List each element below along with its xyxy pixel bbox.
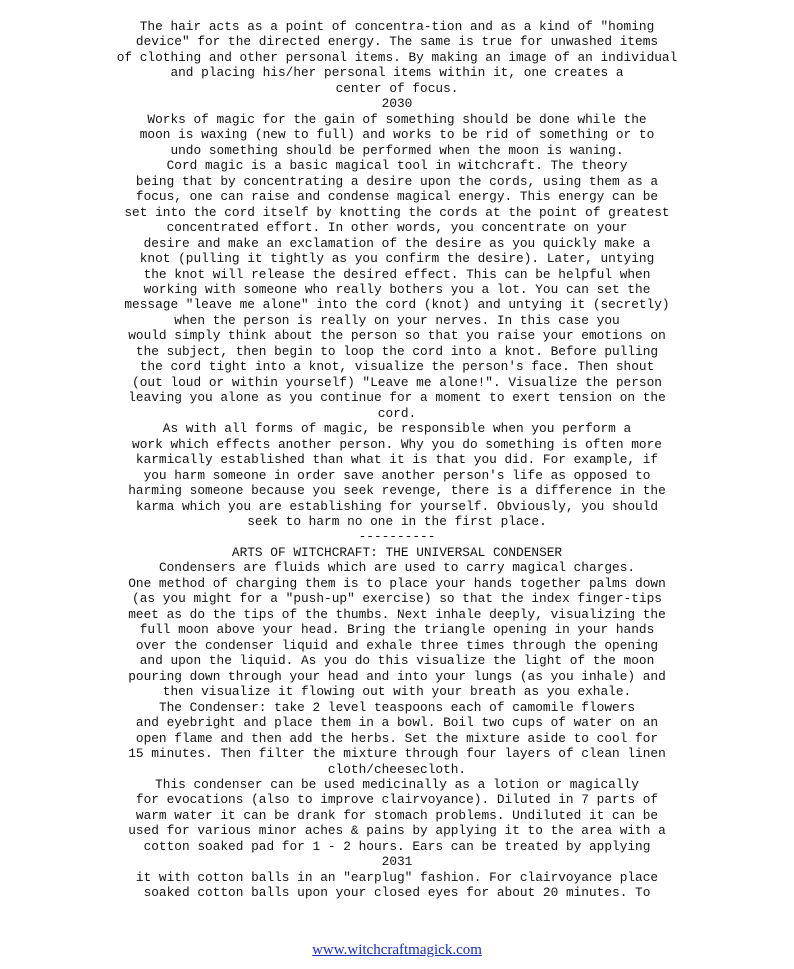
text-line: you harm someone in order save another person's life as opposed to	[143, 467, 651, 483]
text-line: message "leave me alone" into the cord (knot) and untying it (secretly)	[124, 297, 670, 313]
body-text	[0, 19, 794, 901]
text-line: leaving you alone as you continue for a moment to exert tension on the	[128, 390, 666, 406]
text-line: desire and make an exclamation of the desire as you quickly make a	[143, 235, 651, 251]
text-line: cord.	[377, 405, 417, 421]
text-line: soaked cotton balls upon your closed eyes for about 20 minutes. To	[143, 885, 651, 901]
text-line: karmically established than what it is that you did. For example, if	[135, 452, 659, 468]
text-line: center of focus.	[335, 80, 459, 96]
text-line: the subject, then begin to loop the cord into a knot. Before pulling	[135, 343, 659, 359]
text-line: the knot will release the desired effect. This can be helpful when	[143, 266, 651, 282]
text-line: harming someone because you seek revenge, there is a difference in the	[128, 483, 666, 499]
text-line: working with someone who really bothers you a lot. You can set the	[143, 281, 651, 297]
text-line: 2031	[381, 854, 413, 870]
text-line: full moon above your head. Bring the triangle opening in your hands	[139, 622, 655, 638]
text-line: focus, one can raise and condense magical energy. This energy can be	[135, 189, 659, 205]
text-line: being that by concentrating a desire upon the cords, using them as a	[135, 173, 659, 189]
text-line: Condensers are fluids which are used to carry magical charges.	[158, 560, 636, 576]
text-line: cotton soaked pad for 1 - 2 hours. Ears can be treated by applying	[143, 838, 651, 854]
text-line: (as you might for a "push-up" exercise) so that the index finger-tips	[132, 591, 662, 607]
text-line: cloth/cheesecloth.	[327, 761, 467, 777]
text-line: it with cotton balls in an "earplug" fashion. For clairvoyance place	[135, 869, 659, 885]
text-line: then visualize it flowing out with your breath as you exhale.	[162, 684, 632, 700]
text-line: for evocations (also to improve clairvoyance). Diluted in 7 parts of	[135, 792, 659, 808]
text-line: of clothing and other personal items. By making an image of an individual	[116, 49, 678, 65]
text-line: warm water it can be drank for stomach problems. Undiluted it can be	[135, 807, 659, 823]
text-line: The Condenser: take 2 level teaspoons each of camomile flowers	[158, 699, 636, 715]
text-line: Works of magic for the gain of something should be done while the	[147, 111, 647, 127]
text-line: pouring down through your head and into your lungs (as you inhale) and	[128, 668, 666, 684]
text-line: seek to harm no one in the first place.	[247, 514, 547, 529]
text-line: when the person is really on your nerves. In this case you	[174, 312, 620, 328]
text-line: This condenser can be used medicinally as a lotion or magically	[155, 776, 639, 792]
text-line: meet as do the tips of the thumbs. Next inhale deeply, visualizing the	[128, 606, 666, 622]
text-line: karma which you are establishing for yourself. Obviously, you should	[135, 498, 659, 514]
text-line: undo something should be performed when the moon is waning.	[170, 142, 624, 158]
text-line: knot (pulling it tightly as you confirm the desire). Later, untying	[139, 251, 655, 267]
text-line: 15 minutes. Then filter the mixture through four layers of clean linen	[128, 746, 666, 762]
text-line: The hair acts as a point of concentra-tion and as a kind of "homing	[139, 19, 655, 34]
text-line: and placing his/her personal items within it, one creates a	[170, 65, 624, 81]
text-line: 2030	[381, 96, 413, 112]
text-line: used for various minor aches & pains by applying it to the area with a	[128, 823, 666, 839]
text-line: device" for the directed energy. The same is true for unwashed items	[135, 34, 659, 50]
text-line: Cord magic is a basic magical tool in witchcraft. The theory	[166, 158, 628, 174]
text-line: (out loud or within yourself) "Leave me alone!". Visualize the person	[132, 374, 662, 390]
text-line: ARTS OF WITCHCRAFT: THE UNIVERSAL CONDENSER	[231, 544, 563, 560]
text-line: One method of charging them is to place your hands together palms down	[128, 575, 666, 591]
text-line: over the condenser liquid and exhale three times through the opening	[135, 637, 659, 653]
text-line: and upon the liquid. As you do this visualize the light of the moon	[139, 653, 655, 669]
text-line: concentrated effort. In other words, you concentrate on your	[166, 220, 628, 236]
footer-website-link[interactable]: www.witchcraftmagick.com	[312, 942, 482, 958]
text-line: ----------	[358, 529, 436, 545]
text-line: moon is waxing (new to full) and works to be rid of something or to	[139, 127, 655, 143]
text-line: and eyebright and place them in a bowl. Boil two cups of water on an	[135, 715, 659, 731]
text-line: work which effects another person. Why you do something is often more	[132, 436, 662, 452]
text-line: open flame and then add the herbs. Set the mixture aside to cool for	[135, 730, 659, 746]
text-line: As with all forms of magic, be responsible when you perform a	[162, 421, 632, 437]
text-line: would simply think about the person so that you raise your emotions on	[128, 328, 666, 344]
text-line: set into the cord itself by knotting the cords at the point of greatest	[124, 204, 670, 220]
text-line: the cord tight into a knot, visualize the person's face. Then shout	[139, 359, 655, 375]
